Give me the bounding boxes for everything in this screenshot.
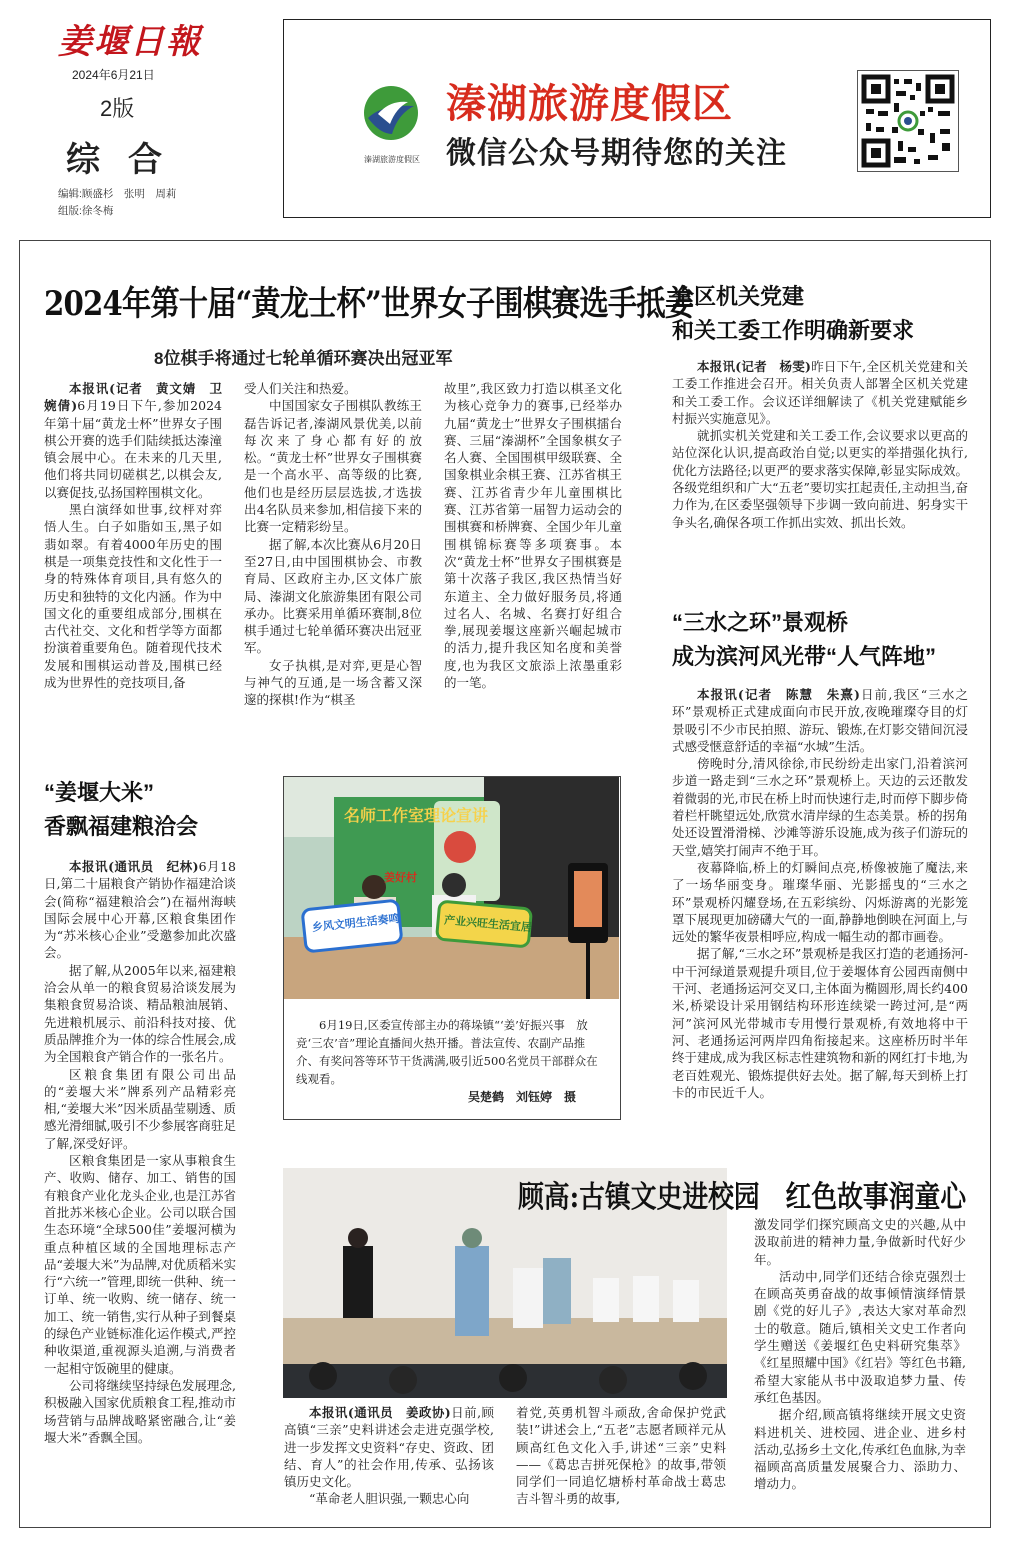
- rice-article-body: [44, 858, 236, 1446]
- paragraph: [44, 380, 222, 501]
- paragraph: 故里”,我区致力打造以棋圣文化为核心竞争力的赛事,已经举办九届“黄龙士”世界女子围棋擂台赛、三届“溱湖杯”全国象棋女子名人赛、全国围棋甲级联赛、全国象棋业余棋王赛、江苏省棋王赛、江苏省青少年儿童围棋比赛、江苏省第一届智力运动会的围棋赛和桥牌赛、全国少年儿童围棋锦标赛等多项赛事。本次“黄龙士杯”世界女子围棋赛是第十次落子我区,我区热情当好东道主、全力做好服务员,将通过名人、名城、名赛打好组合拳,展现姜堰这座新兴崛起城市的活力,提升我区知名度和美誉度,也为我区文旅添上浓墨重彩的一笔。: [444, 381, 622, 691]
- paragraph: [44, 858, 236, 962]
- main-headline: 2024年第十届“黄龙士杯”世界女子围棋赛选手抵姜: [44, 284, 694, 324]
- paragraph: 夜幕降临,桥上的灯瞬间点亮,桥像被施了魔法,来了一场华丽变身。璀璨华丽、光影摇曳的“三水之环”景观桥闪耀登场,在五彩缤纷、闪烁游离的光影笼罩下展现更加磅礴大气的一面,静静地倒映在河面上,与远处的繁华夜景相呼应,构成一幅生动的都市画卷。: [672, 859, 968, 945]
- gugao-article-title: 顾高:古镇文史进校园 红色故事润童心: [518, 1180, 967, 1215]
- paragraph: 活动中,同学们还结合徐克强烈士在顾高英勇奋战的故事倾情演绎情景剧《党的好儿子》,表达大家对革命烈士的敬意。随后,镇相关文史工作者向学生赠送《姜堰红色史料研究集萃》《红星照耀中国》《红岩》等红色书籍,希望大家能从书中汲取追梦力量、传承红色基因。: [754, 1268, 966, 1405]
- paragraph: 女子执棋,是对弈,更是心智与神气的互通,是一场含蓄又深邃的探棋!作为“棋圣: [244, 657, 422, 708]
- main-subhead: 8位棋手将通过七轮单循环赛决出冠亚军: [154, 349, 453, 368]
- photo-right-sign: 产业兴旺生活宜居: [443, 913, 533, 935]
- bridge-article-body: [672, 686, 968, 1101]
- article-lead: 本报讯(记者 陈慧 朱熹): [697, 687, 860, 702]
- photo1-caption: 6月19日,区委宣传部主办的蒋垛镇“‘姜’好振兴事 放竞‘三农’音”理论直播间火热开播。普法宣传、农副产品推介、有奖问答等环节干货满满,吸引近500名党员干部群众在线观看。: [296, 1018, 598, 1086]
- ad-subtitle: 微信公众号期待您的关注: [446, 136, 787, 171]
- paragraph: 就抓实机关党建和关工委工作,会议要求以更高的站位深化认识,提高政治自觉;以更实的举措强化执行,优化方法路径;以更严的要求落实保障,彰显实际成效。各级党组织和广大“五老”要切实扛起责任,主动担当,奋力作为,在区委坚强领导下步调一致向前进、躬身实干争头名,确保各项工作抓出实效、抓出长效。: [672, 428, 968, 530]
- paragraph: 据了解,从2005年以来,福建粮洽会从单一的粮食贸易洽谈发展为集粮食贸易洽谈、精品粮油展销、先进粮机展示、前沿科技对接、优质品牌推介为一体的综合性展会,成为全国粮食产销合作的一张名片。: [44, 962, 236, 1065]
- paragraph-text: 昨日下午,全区机关党建和关工委工作推进会召开。相关负责人部署全区机关党建和关工委工作。会议还详细解读了《机关党建赋能乡村振兴实施意见》。: [672, 359, 968, 426]
- paragraph: [672, 686, 968, 755]
- bridge-article-title: [672, 606, 936, 674]
- paragraph-text: 6月19日下午,参加2024年第十届“黄龙士杯”世界女子围棋公开赛的选手们陆续抵达溱潼镇会展中心。在未来的几天里,他们将共同切磋棋艺,以棋会友,以赛促技,弘扬国粹围棋文化。: [44, 398, 222, 500]
- paragraph: 黑白演绎如世事,纹枰对弈悟人生。白子如脂如玉,黑子如翡如翠。有着4000年历史的围棋是一项集竞技性和文化性于一身的特殊体育项目,具有悠久的历史和独特的文化内涵。作为中国文化的重要组成部分,围棋在古代社交、文化和哲学等方面都扮演着重要角色。随着现代技术发展和围棋运动普及,围棋已经成为世界性的竞技项目,备: [44, 502, 222, 691]
- photo-center-sign: 姜好村: [384, 871, 417, 884]
- article-lead: 本报讯(通讯员 姜政协): [309, 1405, 451, 1420]
- paragraph-text: 日前,顾高镇“三亲”史料讲述会走进克强学校,进一步发挥文史资料“存史、资政、团结、育人”的社会作用,传承、弘扬该镇历史文化。: [284, 1405, 494, 1490]
- page-number: 2版: [100, 96, 135, 121]
- paragraph: 中国国家女子围棋队教练王磊告诉记者,溱湖风景优美,以前每次来了身心都有好的放松。“黄龙士杯”世界女子围棋赛是一个高水平、高等级的比赛,他们也是经历层层选拔,才选拔出4名队员来参加,相信接下来的比赛一定精彩纷呈。: [244, 398, 422, 535]
- layout-editor-line: 组版:徐冬梅: [58, 205, 114, 217]
- paragraph: 区粮食集团有限公司出品的“姜堰大米”牌系列产品精彩亮相,“姜堰大米”因米质晶莹剔透、质感光滑细腻,吸引不少参展客商驻足了解,深受好评。: [44, 1066, 236, 1151]
- editors-info: [58, 186, 176, 220]
- resort-logo-icon: [362, 84, 420, 142]
- article-lead: 本报讯(通讯员 纪林): [69, 859, 199, 874]
- gugao-article-col1: [284, 1404, 494, 1508]
- paragraph-text: 日前,我区“三水之环”景观桥正式建成面向市民开放,夜晚璀璨夺目的灯景吸引不少市民拍照、游玩、锻炼,在灯影交错间沉浸式感受惬意舒适的幸福“水城”生活。: [672, 687, 968, 754]
- paragraph: 着党,英勇机智斗顽敌,舍命保护党武装!”讲述会上,“五老”志愿者顾祥元从顾高红色文化入手,讲述“三亲”史料——《葛忠吉拼死保枪》的故事,带领同学们一同追忆塘桥村革命战士葛忠吉斗智斗勇的故事,: [516, 1405, 726, 1507]
- photo-left-sign: 乡风文明生活奏鸣: [311, 912, 401, 935]
- paragraph: 据了解,本次比赛从6月20日至27日,由中国围棋协会、市教育局、区政府主办,区文体广旅局、溱湖文化旅游集团有限公司承办。比赛采用单循环赛制,8位棋手通过七轮单循环赛决出冠亚军。: [244, 536, 422, 656]
- paragraph: 傍晚时分,清风徐徐,市民纷纷走出家门,沿着滨河步道一路走到“三水之环”景观桥上。天边的云还散发着微弱的光,市民在桥上时而快速行走,时而停下脚步倚着栏杆眺望远处,欣赏水清岸绿的生态美景。桥的拐角处还设置滑滑梯、沙滩等游乐设施,成为孩子们游玩的天堂,嬉笑打闹声不绝于耳。: [672, 756, 968, 858]
- newspaper-logo: 姜堰日報: [58, 22, 202, 62]
- ad-title: 溱湖旅游度假区: [446, 80, 733, 127]
- paragraph: 激发同学们探究顾高文史的兴趣,从中汲取前进的精神力量,争做新时代好少年。: [754, 1217, 966, 1267]
- paragraph: 据介绍,顾高镇将继续开展文史资料进机关、进校园、进企业、进乡村活动,弘扬乡土文化,传承红色血脉,为幸福顾高高质量发展聚合力、添助力、增动力。: [754, 1407, 966, 1492]
- issue-date: 2024年6月21日: [72, 68, 155, 82]
- rice-article-title: [44, 776, 198, 844]
- gugao-article-col3: [754, 1216, 966, 1493]
- main-article-col3: [444, 380, 622, 691]
- resort-logo-caption: 溱湖旅游度假区: [364, 155, 420, 164]
- main-article-col2: [244, 380, 422, 709]
- title-line: 香飘福建粮洽会: [44, 814, 199, 839]
- paragraph: 受人们关注和热爱。: [244, 381, 357, 396]
- party-article-title: [672, 280, 914, 348]
- photo1-credit: 吴楚鹤 刘钰婷 摄: [468, 1090, 577, 1104]
- article-lead: 本报讯(记者 杨雯): [697, 359, 811, 374]
- paragraph: [672, 358, 968, 427]
- qr-code-icon[interactable]: [857, 70, 959, 172]
- paragraph: 公司将继续坚持绿色发展理念,积极融入国家优质粮食工程,推动市场营销与品牌战略紧密融合,让“姜堰大米”香飘全国。: [44, 1377, 236, 1445]
- title-line: “姜堰大米”: [44, 780, 155, 805]
- gugao-article-col2: [516, 1404, 726, 1508]
- title-line: 全区机关党建: [672, 284, 805, 309]
- photo-board-text: 名师工作室理论宣讲: [344, 806, 489, 825]
- paragraph: 据了解,“三水之环”景观桥是我区打造的老通扬河-中干河绿道景观提升项目,位于姜堰体育公园西南侧中干河、老通扬运河交叉口,主体面为椭圆形,周长约400米,桥梁设计采用钢结构环形连续梁一跨过河,是“两河”滨河风光带城市专用慢行景观桥,有效地将中干河、老通扬运河两岸四角衔接起来。这座桥历时半年终于建成,成为我区标志性建筑物和新的网红打卡地,为老百姓观光、锻炼提供好去处。据了解,每天到桥上打卡的市民近千人。: [672, 946, 968, 1100]
- title-line: “三水之环”景观桥: [672, 610, 849, 635]
- section-title: 综合: [66, 140, 190, 180]
- livestream-photo: [284, 777, 619, 999]
- party-article-body: [672, 358, 968, 531]
- title-line: 成为滨河风光带“人气阵地”: [672, 644, 937, 669]
- paragraph-text: 6月18日,第二十届粮食产销协作福建洽谈会(简称“福建粮洽会”)在福州海峡国际会展中心开幕,区粮食集团作为“苏米核心企业”受邀参加此次盛会。: [44, 859, 236, 961]
- title-line: 和关工委工作明确新要求: [672, 318, 915, 343]
- editors-line: 编辑:顾盛杉 张明 周莉: [58, 188, 177, 200]
- main-article-col1: [44, 380, 222, 691]
- paragraph: 区粮食集团是一家从事粮食生产、收购、储存、加工、销售的国有粮食产业化龙头企业,也是江苏省首批苏米核心企业。公司以联合国生态环境“全球500佳”姜堰河横为重点种植区域的全国地理标志产品“姜堰大米”为品牌,对优质稻米实行“六统一”管理,即统一供种、统一订单、统一收购、统一储存、统一加工、统一销售,实行从种子到餐桌的绿色产业链标准化运作模式,严控种收渠道,重视源头追溯,与消费者一起相守饭碗里的健康。: [44, 1153, 236, 1376]
- article-lead: 本报讯(记者 黄文婧 卫婉倩): [44, 381, 222, 414]
- paragraph: “革命老人胆识强,一颗忠心向: [309, 1491, 470, 1507]
- paragraph: [284, 1404, 494, 1490]
